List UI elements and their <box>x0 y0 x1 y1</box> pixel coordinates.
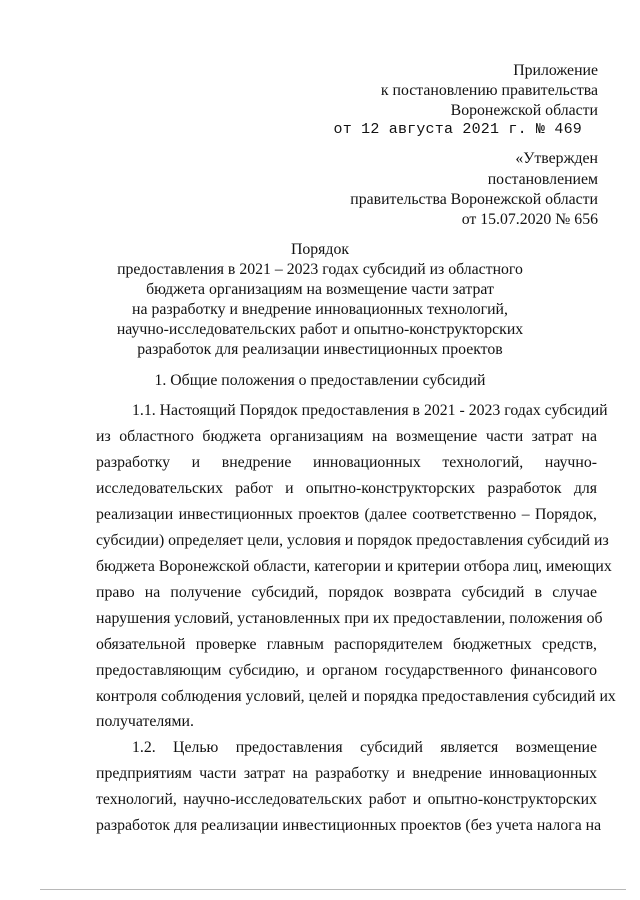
title-line-4: на разработку и внедрение инновационных технологий, <box>132 301 508 318</box>
attachment-line-1: Приложение <box>513 62 598 79</box>
body-line-3: разработку и внедрение инновационных технологий, научно- <box>96 454 597 471</box>
body-line-8: право на получение субсидий, порядок возврата субсидий в случае <box>96 584 597 601</box>
approval-line-1: «Утвержден <box>515 150 598 167</box>
title-line-6: разработок для реализации инвестиционных проектов <box>137 341 503 358</box>
body-line-16: технологий, научно-исследовательских работ и опытно-конструкторских <box>96 791 597 808</box>
approval-line-3: правительства Воронежской области <box>350 191 598 208</box>
title-line-3: бюджета организациям на возмещение части затрат <box>146 281 494 298</box>
body-line-7: бюджета Воронежской области, категории и критерии отбора лиц, имеющих <box>96 558 612 575</box>
body-line-12: контроля соблюдения условий, целей и порядка предоставления субсидий их <box>96 688 616 705</box>
body-line-13: получателями. <box>96 713 194 730</box>
body-line-9: нарушения условий, установленных при их предоставлении, положения об <box>96 610 603 627</box>
page-bottom-edge <box>40 889 626 890</box>
body-line-17: разработок для реализации инвестиционных проектов (без учета налога на <box>96 817 602 834</box>
title-line-5: научно-исследовательских работ и опытно-конструкторских <box>116 321 524 338</box>
body-line-1: 1.1. Настоящий Порядок предоставления в 2021 - 2023 годах субсидий <box>132 402 608 419</box>
title-line-2: предоставления в 2021 – 2023 годах субсидий из областного <box>117 261 523 278</box>
body-line-14: 1.2. Целью предоставления субсидий является возмещение <box>132 739 597 756</box>
section-heading: 1. Общие положения о предоставлении субсидий <box>154 372 486 389</box>
body-line-5: реализации инвестиционных проектов (далее соответственно – Порядок, <box>96 506 597 523</box>
body-line-4: исследовательских работ и опытно-конструкторских разработок для <box>96 480 597 497</box>
approval-line-4: от 15.07.2020 № 656 <box>461 211 598 228</box>
attachment-line-2: к постановлению правительства <box>380 82 598 99</box>
attachment-line-3: Воронежской области <box>450 102 598 119</box>
body-line-6: субсидии) определяет цели, условия и порядок предоставления субсидий из <box>96 532 609 549</box>
attachment-date-number: от 12 августа 2021 г. № 469 <box>333 121 582 138</box>
title-line-1: Порядок <box>290 241 350 258</box>
approval-line-2: постановлением <box>487 171 598 188</box>
body-line-15: предприятиям части затрат на разработку и внедрение инновационных <box>96 765 597 782</box>
body-line-10: обязательной проверке главным распорядителем бюджетных средств, <box>96 636 597 653</box>
body-line-11: предоставляющим субсидию, и органом государственного финансового <box>96 662 597 679</box>
body-line-2: из областного бюджета организациям на возмещение части затрат на <box>96 428 597 445</box>
